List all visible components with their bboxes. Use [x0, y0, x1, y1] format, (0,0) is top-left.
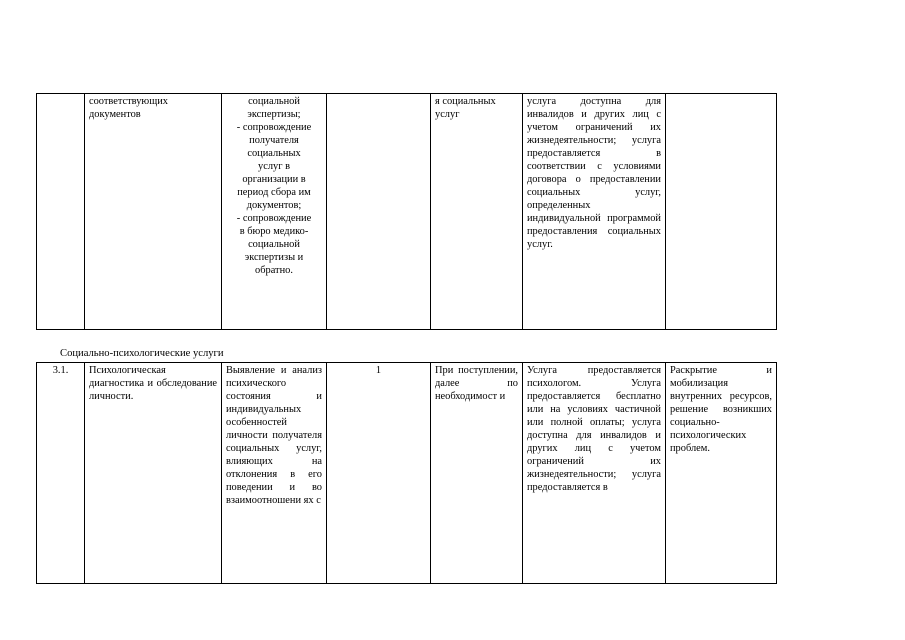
cell-volume: 1 [327, 363, 431, 584]
cell-service-content: социальной экспертизы; - сопровождение получателя социальных услуг в организации в период сбора им документов; - сопровождение в бюро медико- социальной экспертизы и обратно. [222, 94, 327, 330]
cell-term: При поступлении, далее по необходимост и [431, 363, 523, 584]
cell-number [37, 94, 85, 330]
table-row [37, 363, 777, 584]
cell-service-name: Психологическая диагностика и обследование личности. [85, 363, 222, 584]
service-table-continued [36, 93, 777, 330]
psychological-services-table [36, 362, 777, 584]
cell-conditions: услуга доступна для инвалидов и других лиц с учетом ограничений их жизнедеятельности; услуга предоставляется в соответствии с условиями договора о предоставлении социальных услуг, определенных индивидуальной программой предоставления социальных услуг. [523, 94, 666, 330]
cell-service-content: Выявление и анализ психического состояния и индивидуальных особенностей личности получателя социальных услуг, влияющих на отклонения в его поведении и во взаимоотношени ях с [222, 363, 327, 584]
cell-term: я социальных услуг [431, 94, 523, 330]
cell-number: 3.1. [37, 363, 85, 584]
cell-result: Раскрытие и мобилизация внутренних ресурсов, решение возникших социально-психологических проблем. [666, 363, 777, 584]
section-title: Социально-психологические услуги [60, 348, 224, 359]
cell-conditions: Услуга предоставляется психологом. Услуга предоставляется бесплатно или на условиях частичной или полной оплаты; услуга доступна для инвалидов и других лиц с учетом ограничений их жизнедеятельности; услуга предоставляется в [523, 363, 666, 584]
cell-service-name: соответствующих документов [85, 94, 222, 330]
table-row [37, 94, 777, 330]
cell-volume [327, 94, 431, 330]
cell-result [666, 94, 777, 330]
